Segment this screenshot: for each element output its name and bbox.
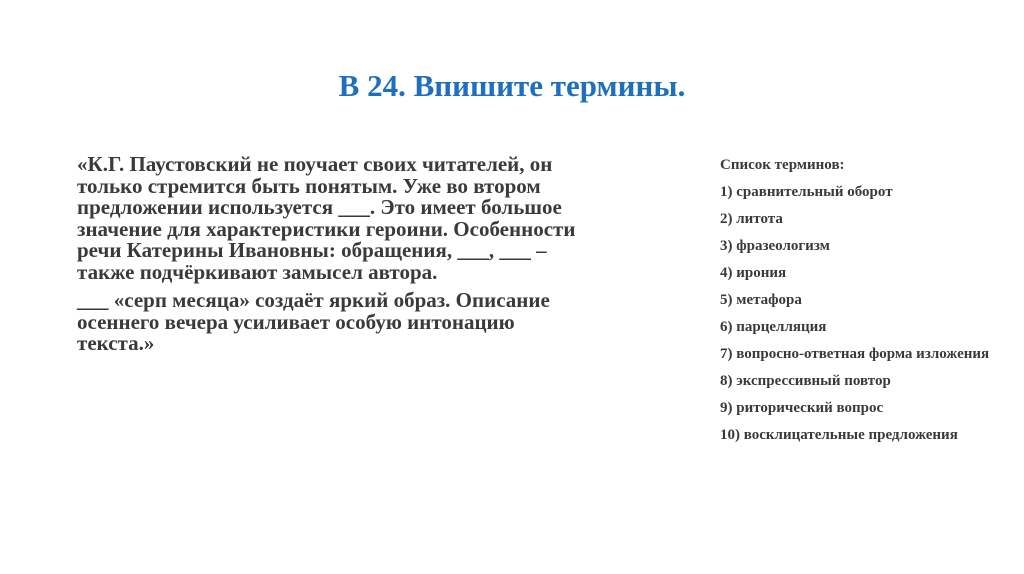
terms-list	[720, 185, 1000, 442]
terms-heading: Список терминов:	[720, 157, 845, 173]
term-item-7: 7) вопросно-ответная форма изложения	[720, 346, 990, 362]
term-item-1: 1) сравнительный оборот	[720, 184, 893, 200]
term-item-8: 8) экспрессивный повтор	[720, 373, 891, 389]
slide-title: В 24. Впишите термины.	[338, 68, 686, 103]
term-item-10: 10) восклицательные предложения	[720, 427, 958, 443]
term-item-4: 4) ирония	[720, 265, 787, 281]
term-item-9: 9) риторический вопрос	[720, 400, 884, 416]
term-item-3: 3) фразеологизм	[720, 238, 830, 254]
passage-text	[77, 154, 597, 362]
term-item-6: 6) парцелляция	[720, 319, 827, 335]
terms-list-panel	[720, 158, 1000, 455]
passage-paragraph-2: ___ «серп месяца» создаёт яркий образ. Описание осеннего вечера усиливает особую интонацию текста.»	[77, 288, 550, 355]
passage-paragraph-1: «К.Г. Паустовский не поучает своих читателей, он только стремится быть понятым. Уже во втором предложении используется ___. Это имеет большое значение для характеристики героини. Особенности речи Катерины Ивановны: обращения, ___, ___ – также подчёркивают замысел автора.	[77, 152, 576, 284]
term-item-5: 5) метафора	[720, 292, 802, 308]
term-item-2: 2) литота	[720, 211, 783, 227]
